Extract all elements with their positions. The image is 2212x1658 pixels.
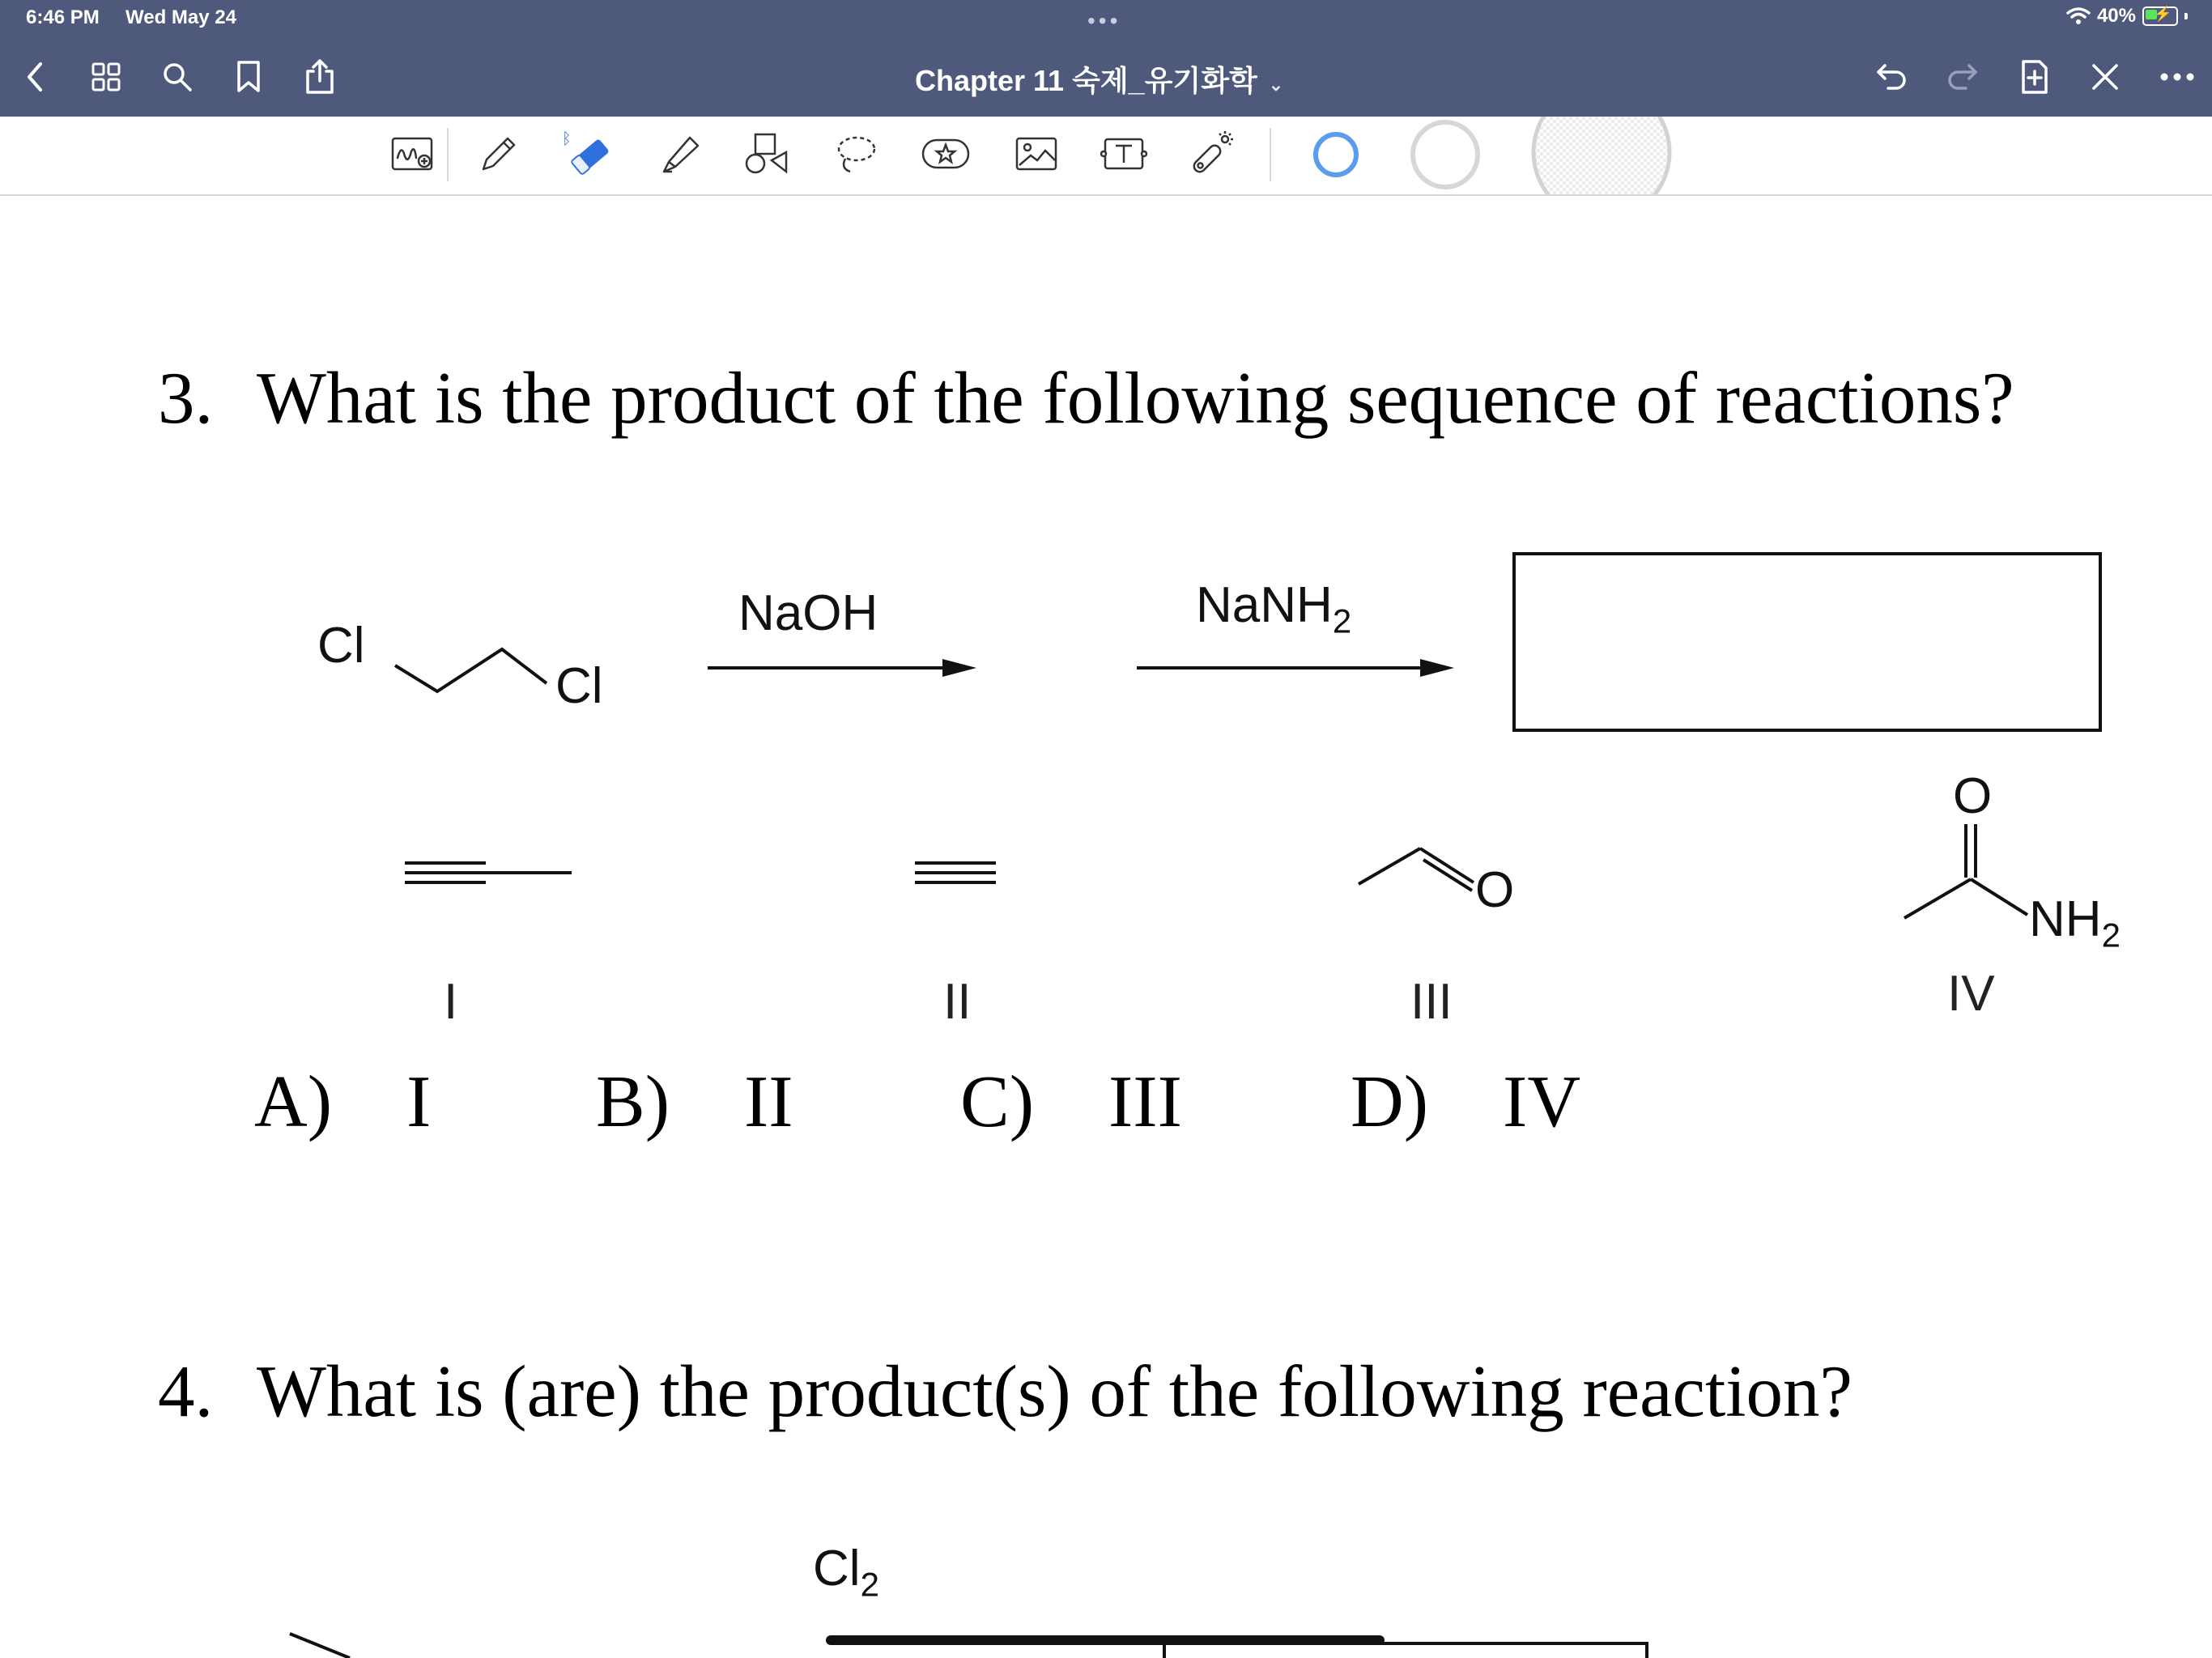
undo-icon[interactable] bbox=[1872, 57, 1912, 97]
status-date: Wed May 24 bbox=[125, 6, 236, 28]
choice-a-letter: A) bbox=[254, 1061, 333, 1142]
reagent-cl2-base: Cl bbox=[813, 1541, 861, 1596]
size-medium-option[interactable] bbox=[1409, 118, 1482, 191]
choice-a[interactable] bbox=[254, 1059, 431, 1144]
size-large-option[interactable] bbox=[1530, 117, 1673, 194]
search-icon[interactable] bbox=[157, 57, 198, 97]
reactant-cl-right: Cl bbox=[555, 658, 603, 714]
reagent-cl2-subscript: 2 bbox=[860, 1565, 879, 1604]
structure-iii-aldehyde bbox=[1354, 834, 1483, 915]
question-text: What is (are) the product(s) of the following reaction? bbox=[257, 1350, 1853, 1432]
status-indicators bbox=[2066, 5, 2188, 28]
redo-icon[interactable] bbox=[1942, 57, 1982, 97]
label-iv: IV bbox=[1947, 966, 1995, 1022]
laser-pointer-icon[interactable] bbox=[1185, 128, 1237, 180]
reagent-nanh2-base: NaNH bbox=[1196, 577, 1333, 633]
choice-d[interactable] bbox=[1351, 1059, 1580, 1144]
amide-nh2-subscript: 2 bbox=[2101, 916, 2121, 954]
reaction-arrow-2 bbox=[1135, 656, 1456, 680]
highlighter-icon[interactable] bbox=[654, 128, 706, 180]
reagent-nanh2 bbox=[1196, 576, 1351, 640]
eraser-icon[interactable] bbox=[562, 128, 614, 180]
size-small-option[interactable] bbox=[1309, 128, 1363, 181]
battery-percent: 40% bbox=[2096, 5, 2136, 27]
status-time: 6:46 PM bbox=[26, 6, 100, 28]
question-3 bbox=[158, 355, 2014, 440]
choice-d-letter: D) bbox=[1351, 1061, 1429, 1142]
structure-iv-amide bbox=[1898, 818, 2044, 923]
pen-icon[interactable] bbox=[473, 128, 525, 180]
chevron-down-icon: ⌄ bbox=[1268, 74, 1284, 95]
lasso-icon[interactable] bbox=[831, 128, 883, 180]
choice-d-value: IV bbox=[1503, 1061, 1581, 1142]
reactant-cl-left: Cl bbox=[317, 618, 365, 674]
text-box-icon[interactable] bbox=[1098, 128, 1150, 180]
product-answer-box[interactable] bbox=[1512, 552, 2102, 732]
bookmark-icon[interactable] bbox=[228, 57, 269, 97]
drawing-toolbar bbox=[0, 117, 2212, 196]
question-text: What is the product of the following sequence of reactions? bbox=[257, 357, 2014, 439]
amide-oxygen: O bbox=[1953, 768, 1993, 824]
label-i: I bbox=[444, 974, 458, 1030]
battery-icon: ⚡ bbox=[2142, 6, 2178, 26]
aldehyde-oxygen: O bbox=[1475, 862, 1515, 918]
top-bar bbox=[0, 0, 2212, 117]
reaction-arrow-1 bbox=[706, 656, 978, 680]
share-icon[interactable] bbox=[300, 57, 340, 97]
home-indicator[interactable] bbox=[826, 1635, 1385, 1645]
reactant-skeleton bbox=[389, 641, 559, 706]
close-icon[interactable] bbox=[2085, 57, 2125, 97]
back-chevron-icon[interactable] bbox=[15, 57, 55, 97]
amide-nh2 bbox=[2029, 891, 2121, 954]
choice-b[interactable] bbox=[596, 1059, 793, 1144]
choice-b-letter: B) bbox=[596, 1061, 670, 1142]
reagent-naoh: NaOH bbox=[738, 585, 878, 641]
handwriting-icon[interactable] bbox=[387, 128, 439, 180]
amide-nh2-base: NH bbox=[2029, 891, 2102, 947]
label-ii: II bbox=[943, 974, 972, 1030]
reagent-cl2 bbox=[813, 1540, 879, 1604]
svg-text:ᛒ: ᛒ bbox=[562, 129, 572, 148]
choice-c[interactable] bbox=[960, 1059, 1182, 1144]
multitasking-dots-icon[interactable]: ••• bbox=[1087, 8, 1121, 33]
shapes-icon[interactable] bbox=[742, 128, 793, 180]
question-4 bbox=[158, 1349, 1853, 1434]
choice-c-value: III bbox=[1108, 1061, 1182, 1142]
image-icon[interactable] bbox=[1010, 128, 1062, 180]
choice-c-letter: C) bbox=[960, 1061, 1034, 1142]
choice-b-value: II bbox=[744, 1061, 793, 1142]
q4-reactant-fragment bbox=[285, 1629, 382, 1658]
reagent-nanh2-subscript: 2 bbox=[1332, 602, 1352, 640]
document-title-menu[interactable] bbox=[915, 58, 1283, 100]
more-icon[interactable] bbox=[2157, 57, 2197, 97]
document-page[interactable] bbox=[0, 196, 2212, 1658]
structure-i-propyne bbox=[402, 853, 575, 894]
sticker-icon[interactable] bbox=[920, 128, 972, 180]
grid-icon[interactable] bbox=[86, 57, 126, 97]
document-title: Chapter 11 숙제_유기화학 bbox=[915, 64, 1257, 97]
structure-ii-ethyne bbox=[912, 853, 999, 894]
question-number: 4. bbox=[158, 1350, 214, 1432]
question-number: 3. bbox=[158, 357, 214, 439]
wifi-icon bbox=[2066, 6, 2091, 26]
add-page-icon[interactable] bbox=[2014, 57, 2055, 97]
label-iii: III bbox=[1410, 974, 1453, 1030]
choice-a-value: I bbox=[406, 1061, 432, 1142]
